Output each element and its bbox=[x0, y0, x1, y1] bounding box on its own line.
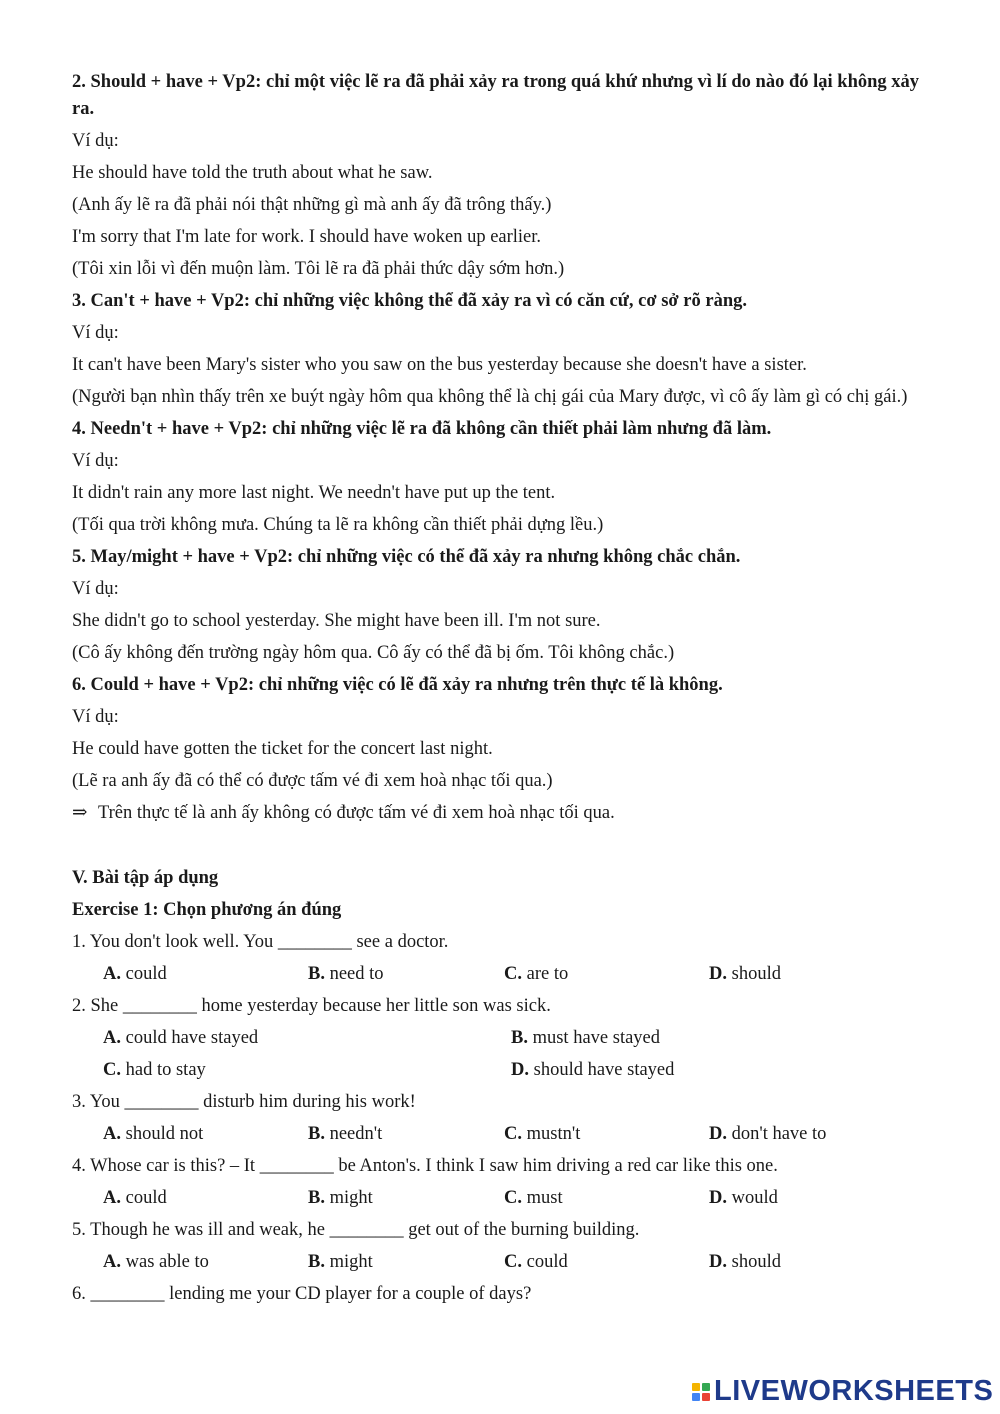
example-translation: (Tối qua trời không mưa. Chúng ta lẽ ra không cần thiết phải dựng lều.) bbox=[72, 515, 604, 535]
vidu-label: Ví dụ: bbox=[72, 451, 119, 471]
option-d[interactable]: D. don't have to bbox=[709, 1124, 827, 1144]
option-c[interactable]: C. are to bbox=[504, 964, 569, 984]
option-d[interactable]: D. should bbox=[709, 1252, 781, 1272]
question-1-options bbox=[72, 958, 942, 990]
option-c[interactable]: C. had to stay bbox=[103, 1060, 206, 1080]
question-2-options-row-2 bbox=[72, 1054, 942, 1086]
section-6-heading: 6. Could + have + Vp2: chỉ những việc có lẽ đã xảy ra nhưng trên thực tế là không. bbox=[72, 675, 723, 695]
example-translation: (Cô ấy không đến trường ngày hôm qua. Cô ấy có thể đã bị ốm. Tôi không chắc.) bbox=[72, 643, 675, 663]
document-page bbox=[72, 66, 942, 1310]
option-a[interactable]: A. could bbox=[103, 964, 167, 984]
vidu-label: Ví dụ: bbox=[72, 323, 119, 343]
question-1: 1. You don't look well. You ________ see a doctor. bbox=[72, 932, 449, 952]
option-d[interactable]: D. should bbox=[709, 964, 781, 984]
practice-title: V. Bài tập áp dụng bbox=[72, 868, 219, 888]
question-3-options bbox=[72, 1118, 942, 1150]
logo-square bbox=[702, 1393, 710, 1401]
vidu-label: Ví dụ: bbox=[72, 707, 119, 727]
example-line: I'm sorry that I'm late for work. I should have woken up earlier. bbox=[72, 227, 542, 247]
option-c[interactable]: C. mustn't bbox=[504, 1124, 581, 1144]
section-2-heading: 2. Should + have + Vp2: chỉ một việc lẽ ra đã phải xảy ra trong quá khứ nhưng vì lí do nào đó lại không xảy ra. bbox=[72, 72, 920, 119]
option-a[interactable]: A. could have stayed bbox=[103, 1028, 259, 1048]
vidu-label: Ví dụ: bbox=[72, 131, 119, 151]
section-5-heading: 5. May/might + have + Vp2: chỉ những việc có thể đã xảy ra nhưng không chắc chắn. bbox=[72, 547, 741, 567]
section-4-heading: 4. Needn't + have + Vp2: chỉ những việc lẽ ra đã không cần thiết phải làm nhưng đã làm. bbox=[72, 419, 772, 439]
option-b[interactable]: B. needn't bbox=[308, 1124, 383, 1144]
question-5-options bbox=[72, 1246, 942, 1278]
example-translation: (Tôi xin lỗi vì đến muộn làm. Tôi lẽ ra đã phải thức dậy sớm hơn.) bbox=[72, 259, 565, 279]
conclusion-line bbox=[72, 797, 942, 829]
option-b[interactable]: B. need to bbox=[308, 964, 384, 984]
example-line: She didn't go to school yesterday. She might have been ill. I'm not sure. bbox=[72, 611, 601, 631]
option-a[interactable]: A. was able to bbox=[103, 1252, 209, 1272]
question-2: 2. She ________ home yesterday because her little son was sick. bbox=[72, 996, 551, 1016]
option-d[interactable]: D. would bbox=[709, 1188, 778, 1208]
logo-square bbox=[702, 1383, 710, 1391]
conclusion-text: Trên thực tế là anh ấy không có được tấm vé đi xem hoà nhạc tối qua. bbox=[98, 803, 615, 823]
question-5: 5. Though he was ill and weak, he ________ get out of the burning building. bbox=[72, 1220, 640, 1240]
option-a[interactable]: A. could bbox=[103, 1188, 167, 1208]
example-line: He could have gotten the ticket for the concert last night. bbox=[72, 739, 493, 759]
logo-square bbox=[692, 1393, 700, 1401]
vidu-label: Ví dụ: bbox=[72, 579, 119, 599]
question-2-options-row-1 bbox=[72, 1022, 942, 1054]
liveworksheets-logo[interactable] bbox=[692, 1375, 993, 1408]
question-4-options bbox=[72, 1182, 942, 1214]
option-c[interactable]: C. must bbox=[504, 1188, 563, 1208]
exercise-title: Exercise 1: Chọn phương án đúng bbox=[72, 900, 342, 920]
option-b[interactable]: B. might bbox=[308, 1252, 373, 1272]
option-c[interactable]: C. could bbox=[504, 1252, 568, 1272]
example-line: He should have told the truth about what he saw. bbox=[72, 163, 433, 183]
section-3-heading: 3. Can't + have + Vp2: chỉ những việc không thể đã xảy ra vì có căn cứ, cơ sở rõ ràng. bbox=[72, 291, 747, 311]
question-6: 6. ________ lending me your CD player for a couple of days? bbox=[72, 1284, 532, 1304]
question-4: 4. Whose car is this? – It ________ be Anton's. I think I saw him driving a red car like this one. bbox=[72, 1156, 778, 1176]
example-translation: (Người bạn nhìn thấy trên xe buýt ngày hôm qua không thể là chị gái của Mary được, vì cô ấy làm gì có chị gái.) bbox=[72, 387, 908, 407]
example-line: It can't have been Mary's sister who you saw on the bus yesterday because she doesn't have a sister. bbox=[72, 355, 807, 375]
option-b[interactable]: B. must have stayed bbox=[511, 1028, 661, 1048]
option-a[interactable]: A. should not bbox=[103, 1124, 204, 1144]
logo-square bbox=[692, 1383, 700, 1391]
question-3: 3. You ________ disturb him during his work! bbox=[72, 1092, 416, 1112]
option-d[interactable]: D. should have stayed bbox=[511, 1060, 675, 1080]
example-translation: (Anh ấy lẽ ra đã phải nói thật những gì mà anh ấy đã trông thấy.) bbox=[72, 195, 552, 215]
logo-text: LIVEWORKSHEETS bbox=[714, 1375, 994, 1407]
implies-arrow-icon: ⇒ bbox=[72, 803, 88, 823]
liveworksheets-logo-icon bbox=[692, 1383, 710, 1401]
example-line: It didn't rain any more last night. We needn't have put up the tent. bbox=[72, 483, 556, 503]
option-b[interactable]: B. might bbox=[308, 1188, 373, 1208]
example-translation: (Lẽ ra anh ấy đã có thể có được tấm vé đi xem hoà nhạc tối qua.) bbox=[72, 771, 553, 791]
